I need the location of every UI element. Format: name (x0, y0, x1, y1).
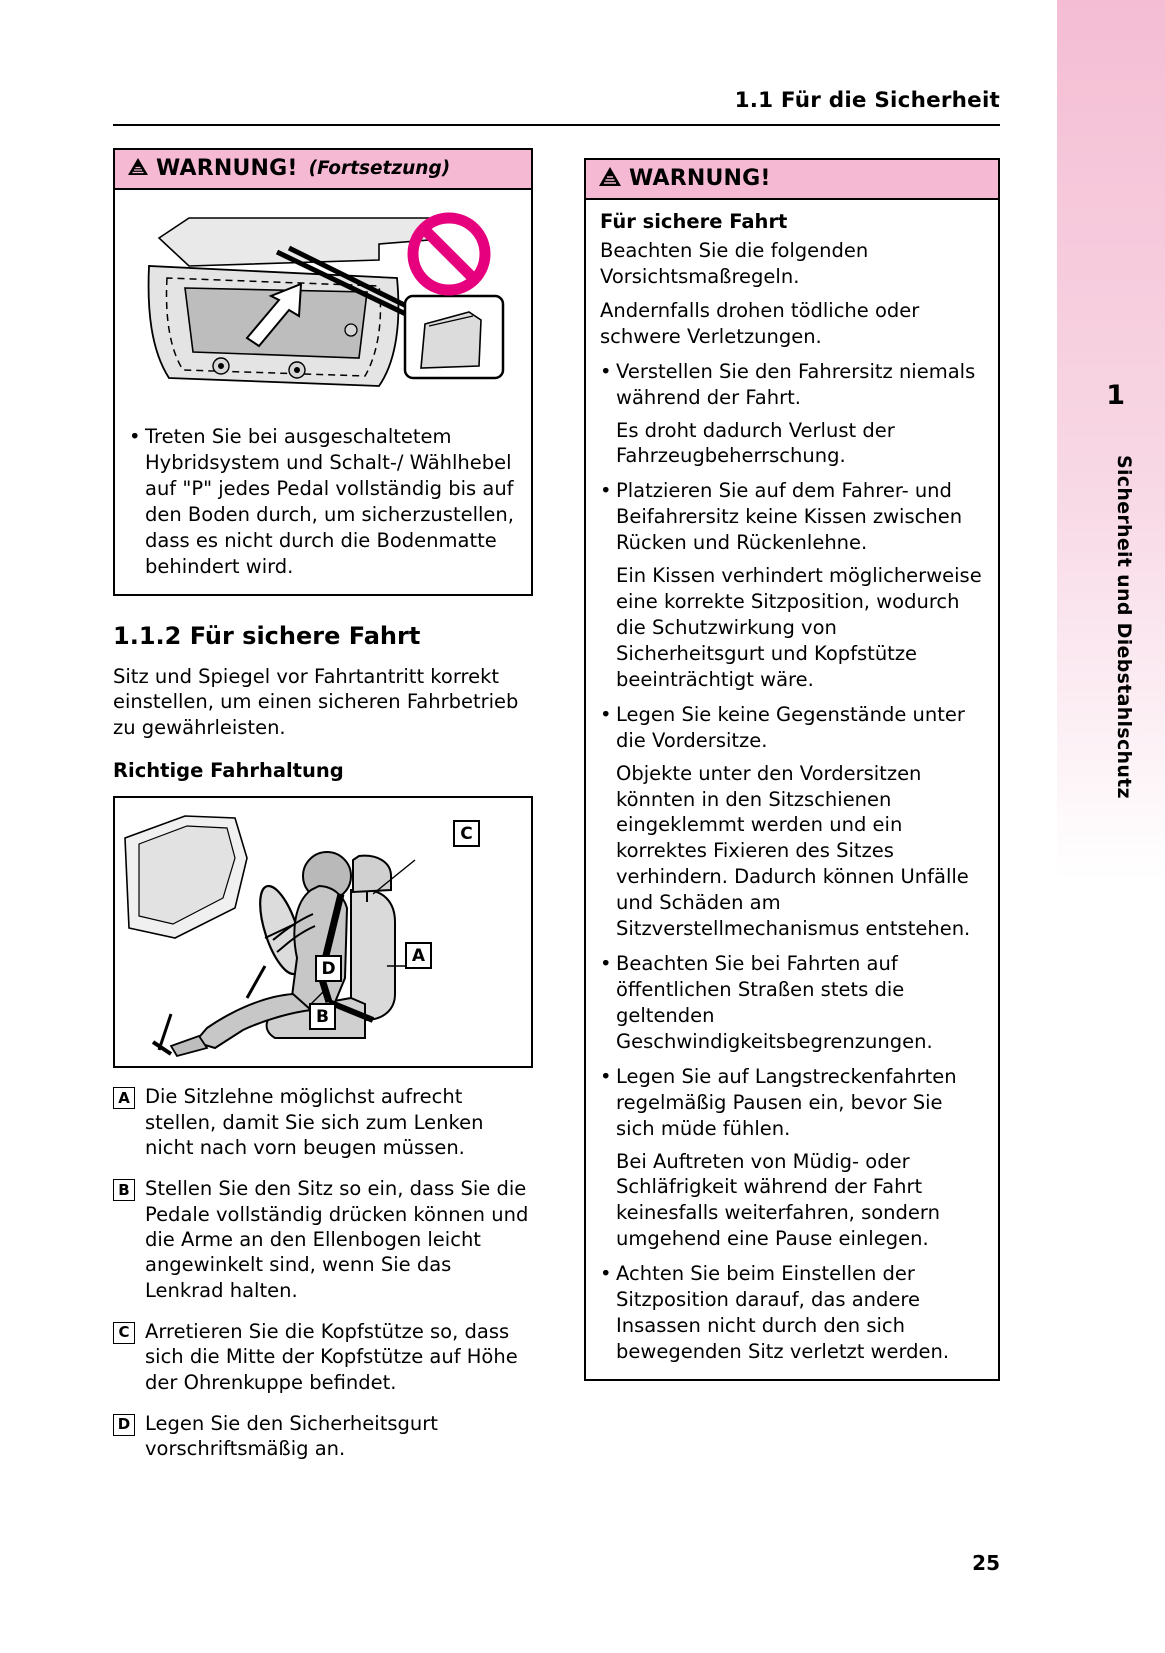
bullet-marker: • (600, 359, 612, 383)
warning-intro-2: Andernfalls drohen tödliche oder schwere Verletzungen. (600, 298, 920, 348)
warning-bullet (600, 359, 984, 411)
figure-label-d: D (315, 955, 342, 982)
bullet-subtext: Ein Kissen verhindert möglicherweise eine korrekte Sitzposition, wodurch die Schutzwirkung von Sicherheitsgurt und Kopfstütze beeinträchtigt wäre. (616, 564, 982, 691)
warning-box-header (586, 160, 998, 200)
bullet-text: Achten Sie beim Einstellen der Sitzposition darauf, das andere Insassen nicht durch den sich bewegenden Sitz verletzt werden. (616, 1262, 950, 1363)
section-intro-text: Sitz und Spiegel vor Fahrtantritt korrekt einstellen, um einen sicheren Fahrbetrieb zu gewährleisten. (113, 664, 519, 740)
bullet-marker: • (600, 702, 612, 726)
warning-bullet (129, 424, 517, 580)
list-item (113, 1411, 533, 1462)
warning-subtitle: (Fortsetzung) (308, 158, 451, 179)
page-number: 25 (972, 1551, 1000, 1575)
bullet-marker: • (600, 1064, 612, 1088)
item-letter-badge: D (113, 1414, 135, 1436)
warning-box-body (115, 190, 531, 594)
warning-bullet (600, 478, 984, 556)
item-text: Arretieren Sie die Kopfstütze so, dass sich die Mitte der Kopfstütze auf Höhe der Ohrenkuppe befindet. (145, 1320, 518, 1394)
chapter-side-tab (1057, 0, 1165, 880)
warning-bullet (600, 951, 984, 1055)
warning-title: WARNUNG! (629, 166, 771, 191)
item-text: Stellen Sie den Sitz so ein, dass Sie die Pedale vollständig drücken können und die Arme an den Ellenbogen leicht angewinkelt sind, wenn Sie das Lenkrad halten. (145, 1177, 529, 1302)
item-text: Die Sitzlehne möglichst aufrecht stellen, damit Sie sich zum Lenken nicht nach vorn beugen müssen. (145, 1085, 484, 1159)
warning-title: WARNUNG! (156, 156, 298, 181)
bullet-marker: • (129, 425, 141, 448)
list-item (113, 1319, 533, 1395)
list-item (113, 1176, 533, 1303)
left-column (113, 148, 533, 1462)
warning-triangle-icon (598, 166, 622, 191)
bullet-subtext: Es droht dadurch Verlust der Fahrzeugbeherrschung. (616, 418, 895, 468)
item-letter-badge: A (113, 1087, 135, 1109)
floor-mat-pedal-illustration (129, 200, 517, 415)
bullet-marker: • (600, 479, 612, 503)
bullet-text: Legen Sie auf Langstreckenfahrten regelmäßig Pausen ein, bevor Sie sich müde fühlen. (616, 1064, 957, 1140)
warning-bullet (600, 1064, 984, 1142)
bullet-subtext: Objekte unter den Vordersitzen könnten in den Sitzschienen eingeklemmt werden und ein korrektes Fixieren des Sitzes verhindern. Dadurch können Unfälle und Schäden am Sitzverstellmechanismus entstehen. (616, 761, 971, 941)
warning-triangle-icon (127, 157, 149, 180)
bullet-text: Verstellen Sie den Fahrersitz niemals während der Fahrt. (616, 359, 976, 409)
warning-bullet (600, 1261, 984, 1365)
list-item (113, 1084, 533, 1160)
bullet-marker: • (600, 952, 612, 976)
warning-intro-1: Beachten Sie die folgenden Vorsichtsmaßregeln. (600, 239, 869, 288)
bullet-text: Platzieren Sie auf dem Fahrer- und Beifahrersitz keine Kissen zwischen Rücken und Rückenlehne. (616, 479, 963, 555)
item-letter-badge: B (113, 1179, 135, 1201)
warning-lead: Für sichere Fahrt (600, 210, 788, 233)
chapter-title: Sicherheit und Diebstahlschutz (1113, 455, 1135, 799)
section-subheading: Richtige Fahrhaltung (113, 759, 344, 783)
bullet-text: Legen Sie keine Gegenstände unter die Vordersitze. (616, 702, 965, 752)
bullet-subtext: Bei Auftreten von Müdig- oder Schläfrigkeit während der Fahrt keinesfalls weiterfahren, sondern umgehend eine Pause einlegen. (616, 1149, 940, 1251)
figure-label-a: A (405, 942, 432, 969)
page-header-title: 1.1 Für die Sicherheit (734, 88, 1000, 113)
warning-bullet (600, 702, 984, 754)
item-letter-badge: C (113, 1322, 135, 1344)
warning-box-safe-driving (584, 158, 1000, 1381)
item-text: Legen Sie den Sicherheitsgurt vorschriftsmäßig an. (145, 1412, 438, 1461)
bullet-marker: • (600, 1262, 612, 1286)
figure-label-b: B (309, 1003, 336, 1030)
warning-box-body (586, 200, 998, 1379)
driving-posture-figure (113, 796, 533, 1068)
header-divider (113, 124, 1000, 126)
chapter-number: 1 (1106, 380, 1125, 411)
bullet-text: Treten Sie bei ausgeschaltetem Hybridsystem und Schalt-/ Wählhebel auf "P" jedes Pedal vollständig bis auf den Boden durch, um sicherzustellen, dass es nicht durch die Bodenmatte behindert wird. (145, 425, 514, 578)
warning-box-continued (113, 148, 533, 596)
warning-box-header (115, 150, 531, 190)
section-heading: 1.1.2 Für sichere Fahrt (113, 621, 421, 650)
right-column (584, 158, 1000, 1381)
bullet-text: Beachten Sie bei Fahrten auf öffentlichen Straßen stets die geltenden Geschwindigkeitsbegrenzungen. (616, 952, 933, 1053)
figure-label-c: C (453, 820, 480, 847)
